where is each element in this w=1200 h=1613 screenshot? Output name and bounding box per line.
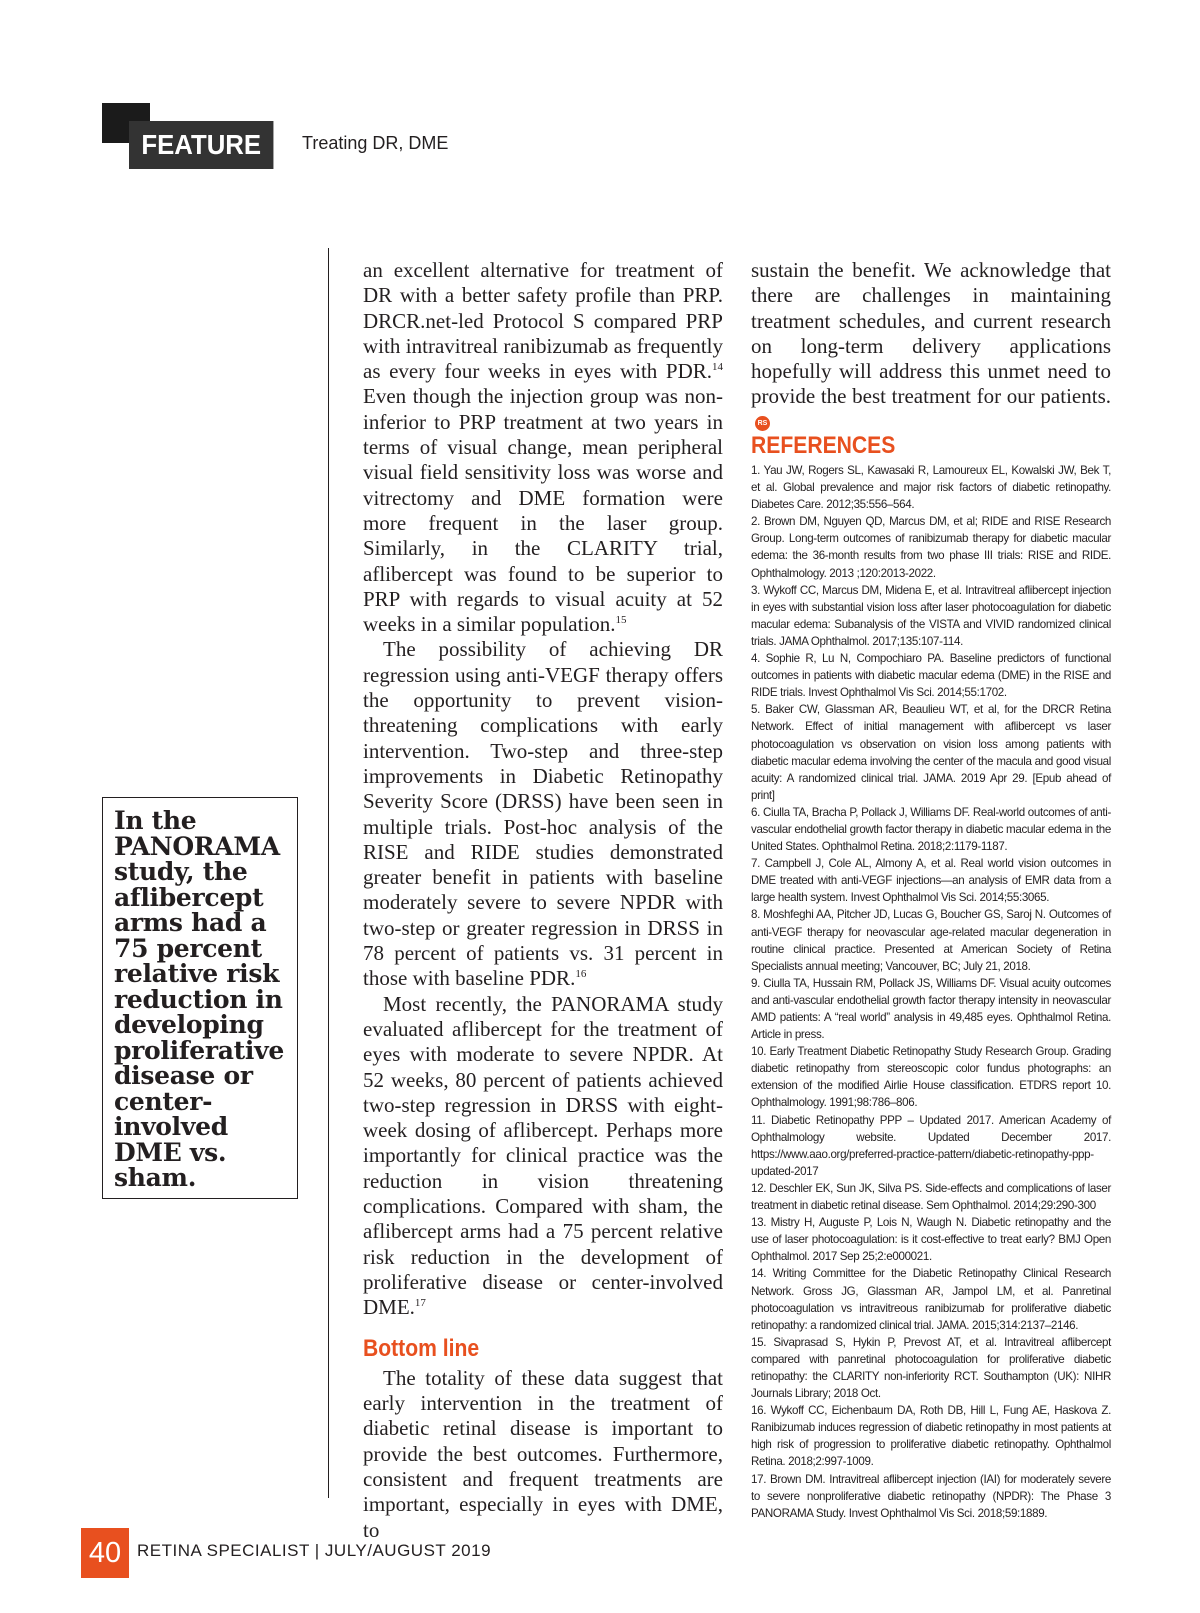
reference-item: 4. Sophie R, Lu N, Compochiaro PA. Baseline predictors of functional outcomes in patients with diabetic macular edema (DME) in the RISE and RIDE trials. Invest Ophthalmol Vis Sci. 2014;55:1702. [751, 652, 1111, 700]
reference-item: 6. Ciulla TA, Bracha P, Pollack J, Williams DF. Real-world outcomes of anti-vascular endothelial growth factor therapy in diabetic macular edema in the United States. Ophthalmol Retina. 2018;2:1179-1187. [751, 805, 1111, 854]
body-column-middle [363, 258, 723, 1543]
reference-item: 7. Campbell J, Cole AL, Almony A, et al. Real world vision outcomes in DME treated with anti-VEGF injections—an analysis of EMR data from a large health system. Invest Ophthalmol Vis Sci. 2014;55:3065. [751, 857, 1111, 905]
body-column-right [751, 258, 1111, 435]
body-paragraph [751, 258, 1111, 435]
reference-item: 2. Brown DM, Nguyen QD, Marcus DM, et al; RIDE and RISE Research Group. Long-term outcomes of ranibizumab therapy for diabetic macular edema: the 36-month results from two phase III trials: RISE and RIDE. Ophthalmology. 2013 ;120:2013-2022. [751, 515, 1111, 580]
references-heading: REFERENCES [751, 432, 896, 459]
body-text: Most recently, the PANORAMA study evaluated aflibercept for the treatment of eyes with moderate to severe NPDR. At 52 weeks, 80 percent of patients achieved two-step regression in DRSS with eight-week dosing of aflibercept. Perhaps more importantly for clinical practice was the reduction in vision threatening complications. Compared with sham, the aflibercept arms had a 75 percent relative risk reduction in the development of proliferative disease or center-involved DME. [363, 991, 723, 1320]
body-text: an excellent alternative for treatment of DR with a better safety profile than PRP. DRCR.net-led Protocol S compared PRP with intravitreal ranibizumab as frequently as every four weeks in eyes with PDR. [363, 258, 723, 384]
reference-item: 3. Wykoff CC, Marcus DM, Midena E, et al. Intravitreal aflibercept injection in eyes with substantial vision loss after laser photocoagulation for diabetic macular edema: Subanalysis of the VISTA and VIVID randomized clinical trials. JAMA Ophthalmol. 2017;135:107-114. [751, 583, 1111, 648]
reference-item: 16. Wykoff CC, Eichenbaum DA, Roth DB, Hill L, Fung AE, Haskova Z. Ranibizumab induces regression of diabetic retinopathy in most patients at high risk of progression to proliferative diabetic retinopathy. Ophthalmol Retina. 2018;2:997-1009. [751, 1404, 1111, 1469]
body-text: The possibility of achieving DR regression using anti-VEGF therapy offers the opportunity to prevent vision-threatening complications with early intervention. Two-step and three-step improvements in Diabetic Retinopathy Severity Score (DRSS) have been seen in multiple trials. Post-hoc analysis of the RISE and RIDE studies demonstrated greater benefit in patients with baseline moderately severe to severe NPDR with two-step or greater regression in DRSS in 78 percent of patients vs. 31 percent in those with baseline PDR. [363, 637, 723, 991]
bottom-line-heading: Bottom line [363, 1335, 480, 1363]
body-paragraph [363, 637, 723, 991]
body-text: Even though the injection group was non-inferior to PRP treatment at two years in terms of visual change, mean peripheral visual field sensitivity loss was worse and vitrectomy and DME formation were more frequent in the laser group. Similarly, in the CLARITY trial, aflibercept was found to be superior to PRP with regards to visual acuity at 52 weeks in a similar population. [363, 384, 723, 637]
references-section [751, 432, 1111, 1522]
pull-quote-text: In the PANORAMA study, the aflibercept arms had a 75 percent relative risk reduction in developing proliferative disease or center-involved DME vs. sham. [114, 806, 284, 1192]
column-divider [328, 248, 329, 1498]
reference-item: 5. Baker CW, Glassman AR, Beaulieu WT, et al, for the DRCR Retina Network. Effect of initial management with aflibercept vs laser photocoagulation vs observation on vision loss among patients with diabetic macular edema involving the center of the macula and good visual acuity: A randomized clinical trial. JAMA. 2019 Apr 29. [Epub ahead of print] [751, 703, 1111, 802]
citation-marker: 14 [712, 361, 723, 374]
reference-item: 10. Early Treatment Diabetic Retinopathy Study Research Group. Grading diabetic retinopathy from stereoscopic color fundus photographs: an extension of the modified Airlie House classification. ETDRS report 10. Ophthalmology. 1991;98:786–806. [751, 1045, 1111, 1110]
citation-marker: 16 [575, 968, 587, 981]
reference-item: 1. Yau JW, Rogers SL, Kawasaki R, Lamoureux EL, Kowalski JW, Bek T, et al. Global prevalence and major risk factors of diabetic retinopathy. Diabetes Care. 2012;35:556–564. [751, 464, 1111, 512]
reference-item: 15. Sivaprasad S, Hykin P, Prevost AT, et al. Intravitreal aflibercept compared with panretinal photocoagulation for proliferative diabetic retinopathy: the CLARITY non-inferiority RCT. Southampton (UK): NIHR Journals Library; 2018 Oct. [751, 1335, 1111, 1401]
section-label: FEATURE [129, 121, 273, 169]
reference-item: 17. Brown DM. Intravitreal aflibercept injection (IAI) for moderately severe to severe nonproliferative diabetic retinopathy (NPDR): The Phase 3 PANORAMA Study. Invest Ophthalmol Vis Sci. 2018;59:1889. [751, 1472, 1111, 1520]
publication-footer: RETINA SPECIALIST | JULY/AUGUST 2019 [137, 1541, 492, 1560]
citation-marker: 15 [615, 614, 627, 627]
body-paragraph [363, 992, 723, 1321]
body-text: sustain the benefit. We acknowledge that there are challenges in maintaining treatment schedules, and current research on long-term delivery applications hopefully will address this unmet need to provide the best treatment for our patients. [751, 258, 1111, 409]
reference-item: 14. Writing Committee for the Diabetic Retinopathy Clinical Research Network. Gross JG, Glassman AR, Jampol LM, et al. Panretinal photocoagulation vs intravitreous ranibizumab for proliferative diabetic retinopathy: a randomized clinical trial. JAMA. 2015;314:2137–2146. [751, 1267, 1111, 1332]
end-mark-icon: RS [755, 416, 770, 431]
pull-quote [102, 797, 298, 1199]
page-number: 40 [81, 1528, 129, 1578]
reference-item: 12. Deschler EK, Sun JK, Silva PS. Side-effects and complications of laser treatment in diabetic retinal disease. Sem Ophthalmol. 2014;29:290-300 [751, 1181, 1111, 1213]
body-paragraph [363, 258, 723, 637]
references-list [751, 462, 1111, 1522]
body-text: The totality of these data suggest that early intervention in the treatment of diabetic retinal disease is important to provide the best outcomes. Furthermore, consistent and frequent treatments are important, especially in eyes with DME, to [363, 1365, 723, 1542]
reference-item: 11. Diabetic Retinopathy PPP – Updated 2017. American Academy of Ophthalmology website. Updated December 2017. https://www.aao.org/preferred-practice-pattern/diabetic-retinopathy-ppp-updated-2017 [751, 1113, 1111, 1178]
section-subtitle: Treating DR, DME [302, 133, 449, 153]
body-paragraph [363, 1366, 723, 1543]
reference-item: 9. Ciulla TA, Hussain RM, Pollack JS, Williams DF. Visual acuity outcomes and anti-vascular endothelial growth factor therapy intensity in neovascular AMD patients: A “real world” analysis in 49,485 eyes. Ophthalmol Retina. Article in press. [751, 976, 1111, 1042]
reference-item: 13. Mistry H, Auguste P, Lois N, Waugh N. Diabetic retinopathy and the use of laser photocoagulation: is it cost-effective to treat early? BMJ Open Ophthalmol. 2017 Sep 25;2:e000021. [751, 1216, 1111, 1264]
citation-marker: 17 [414, 1297, 426, 1310]
reference-item: 8. Moshfeghi AA, Pitcher JD, Lucas G, Boucher GS, Saroj N. Outcomes of anti-VEGF therapy for neovascular age-related macular degeneration in routine clinical practice. Presented at American Society of Retina Specialists annual meeting; Vancouver, BC; July 21, 2018. [751, 908, 1111, 973]
